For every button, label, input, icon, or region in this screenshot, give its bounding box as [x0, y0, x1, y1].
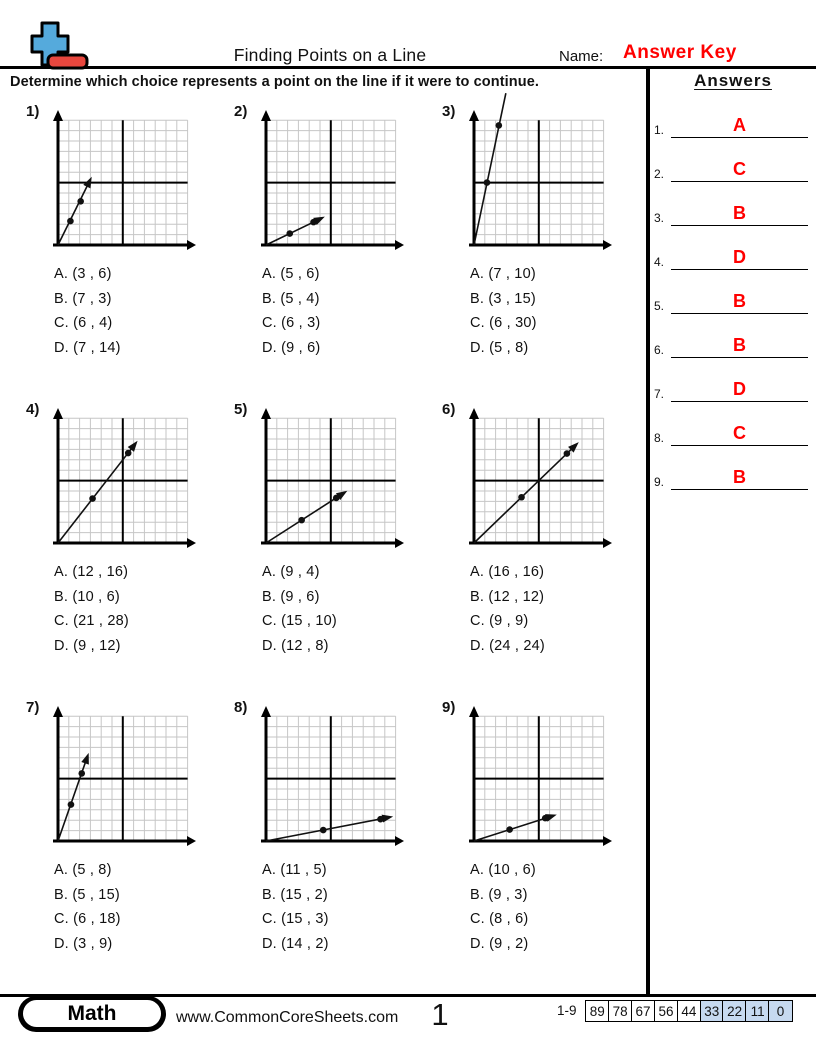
answer-choice[interactable]: C. (6 , 4): [54, 315, 113, 331]
answer-number: 2.: [654, 167, 665, 181]
answer-choice[interactable]: D. (9 , 12): [54, 637, 121, 654]
problem-number: 9): [442, 699, 456, 716]
problem-cell: [26, 399, 231, 694]
answer-choice[interactable]: C. (21 , 28): [54, 613, 129, 629]
answer-choice[interactable]: A. (9 , 4): [262, 564, 320, 580]
answer-choices: [470, 262, 537, 360]
answer-choice[interactable]: A. (12 , 16): [54, 564, 129, 580]
score-cell: 56: [654, 1000, 679, 1022]
page-number: 1: [431, 997, 449, 1032]
answer-choice[interactable]: B. (7 , 3): [54, 290, 112, 307]
problem-cell: [442, 697, 647, 992]
answer-row: [654, 288, 812, 314]
answer-choice[interactable]: C. (6 , 30): [470, 315, 537, 331]
coordinate-grid: [46, 705, 210, 853]
answer-choice[interactable]: B. (12 , 12): [470, 588, 545, 605]
problem-number: 6): [442, 401, 456, 418]
answer-choice[interactable]: D. (14 , 2): [262, 935, 329, 952]
coordinate-grid: [46, 109, 210, 257]
problem-cell: [234, 101, 439, 396]
answer-choice[interactable]: A. (10 , 6): [470, 862, 536, 878]
problem-number: 7): [26, 699, 40, 716]
score-cell: 44: [677, 1000, 702, 1022]
answer-row: [654, 376, 812, 402]
answer-letter: C: [733, 159, 746, 179]
score-cell: 22: [722, 1000, 747, 1022]
coordinate-grid: [254, 407, 418, 555]
answer-choice[interactable]: C. (15 , 10): [262, 613, 337, 629]
answer-row: [654, 112, 812, 138]
answer-key-label: Answer Key: [623, 42, 737, 63]
answer-row: [654, 200, 812, 226]
coordinate-grid: [462, 407, 626, 555]
problem-number: 2): [234, 103, 248, 120]
problem-cell: [442, 101, 647, 396]
answer-choice[interactable]: B. (5 , 4): [262, 290, 320, 307]
answer-choice[interactable]: D. (12 , 8): [262, 637, 329, 654]
score-cell: 67: [631, 1000, 656, 1022]
answer-choices: [54, 858, 121, 956]
coordinate-grid: [462, 705, 626, 853]
problem-number: 1): [26, 103, 40, 120]
answer-choice[interactable]: A. (11 , 5): [262, 862, 327, 878]
answer-choice[interactable]: C. (15 , 3): [262, 911, 329, 927]
answer-choice[interactable]: A. (5 , 6): [262, 266, 320, 282]
answer-choice[interactable]: C. (9 , 9): [470, 613, 529, 629]
problem-cell: [234, 697, 439, 992]
problem-number: 4): [26, 401, 40, 418]
answer-number: 9.: [654, 475, 665, 489]
problem-number: 3): [442, 103, 456, 120]
answer-choice[interactable]: D. (3 , 9): [54, 935, 113, 952]
answer-blank-line: [671, 114, 808, 138]
answer-choice[interactable]: A. (3 , 6): [54, 266, 112, 282]
problem-cell: [26, 697, 231, 992]
answer-choices: [470, 560, 545, 658]
answer-number: 4.: [654, 255, 665, 269]
answer-choice[interactable]: B. (3 , 15): [470, 290, 536, 307]
answer-choice[interactable]: B. (15 , 2): [262, 886, 328, 903]
answer-blank-line: [671, 334, 808, 358]
answer-choice[interactable]: D. (5 , 8): [470, 339, 529, 356]
answer-number: 5.: [654, 299, 665, 313]
problem-cell: [26, 101, 231, 396]
answer-letter: D: [733, 247, 746, 267]
score-table: [585, 1000, 793, 1022]
answer-choice[interactable]: A. (7 , 10): [470, 266, 536, 282]
score-cell: 0: [768, 1000, 793, 1022]
answer-row: [654, 464, 812, 490]
score-cell: 78: [608, 1000, 633, 1022]
answer-number: 7.: [654, 387, 665, 401]
answer-choice[interactable]: B. (10 , 6): [54, 588, 120, 605]
answer-number: 8.: [654, 431, 665, 445]
answer-choice[interactable]: A. (5 , 8): [54, 862, 112, 878]
answer-row: [654, 332, 812, 358]
answer-row: [654, 156, 812, 182]
answer-blank-line: [671, 466, 808, 490]
answer-choice[interactable]: B. (5 , 15): [54, 886, 120, 903]
answer-choice[interactable]: C. (6 , 3): [262, 315, 321, 331]
problem-cell: [442, 399, 647, 694]
answer-blank-line: [671, 290, 808, 314]
answer-choice[interactable]: A. (16 , 16): [470, 564, 545, 580]
answer-blank-line: [671, 378, 808, 402]
answer-blank-line: [671, 202, 808, 226]
answer-number: 1.: [654, 123, 665, 137]
answer-choices: [262, 858, 329, 956]
coordinate-grid: [46, 407, 210, 555]
answer-blank-line: [671, 422, 808, 446]
answer-row: [654, 244, 812, 270]
math-badge-label: Math: [23, 1000, 161, 1027]
answer-blank-line: [671, 246, 808, 270]
answer-choices: [262, 560, 337, 658]
score-cell: 11: [745, 1000, 770, 1022]
answer-choice[interactable]: D. (9 , 2): [470, 935, 529, 952]
answer-choice[interactable]: C. (8 , 6): [470, 911, 529, 927]
minus-icon: [48, 55, 87, 68]
instruction-text: Determine which choice represents a point on the line if it were to continue.: [10, 74, 539, 90]
answer-row: [654, 420, 812, 446]
commoncoresheets-logo: [14, 14, 98, 72]
answer-letter: B: [733, 291, 746, 311]
math-badge: [18, 996, 166, 1032]
answer-choices: [262, 262, 320, 360]
score-cell: 33: [700, 1000, 725, 1022]
answer-letter: A: [733, 115, 746, 135]
problem-number: 8): [234, 699, 248, 716]
answer-letter: B: [733, 203, 746, 223]
coordinate-grid: [254, 705, 418, 853]
score-cell: 89: [585, 1000, 610, 1022]
answers-panel-title: Answers: [694, 71, 772, 90]
coordinate-grid: [254, 109, 418, 257]
score-range-label: 1-9: [557, 1003, 577, 1018]
answer-choice[interactable]: C. (6 , 18): [54, 911, 121, 927]
answer-choices: [54, 262, 121, 360]
answer-choice[interactable]: B. (9 , 6): [262, 588, 320, 605]
header-rule: [0, 66, 816, 69]
website-link[interactable]: www.CommonCoreSheets.com: [176, 1009, 399, 1026]
answer-choices: [54, 560, 129, 658]
answer-choices: [470, 858, 536, 956]
answer-letter: B: [733, 467, 746, 487]
answer-number: 3.: [654, 211, 665, 225]
problem-number: 5): [234, 401, 248, 418]
answer-choice[interactable]: D. (7 , 14): [54, 339, 121, 356]
answer-choice[interactable]: D. (9 , 6): [262, 339, 321, 356]
answer-letter: B: [733, 335, 746, 355]
answer-blank-line: [671, 158, 808, 182]
coordinate-grid: [462, 109, 626, 257]
page-title: Finding Points on a Line: [233, 45, 427, 65]
answer-number: 6.: [654, 343, 665, 357]
problem-cell: [234, 399, 439, 694]
answer-letter: D: [733, 379, 746, 399]
answer-letter: C: [733, 423, 746, 443]
answer-choice[interactable]: D. (24 , 24): [470, 637, 545, 654]
answer-choice[interactable]: B. (9 , 3): [470, 886, 528, 903]
name-label: Name:: [559, 48, 604, 65]
